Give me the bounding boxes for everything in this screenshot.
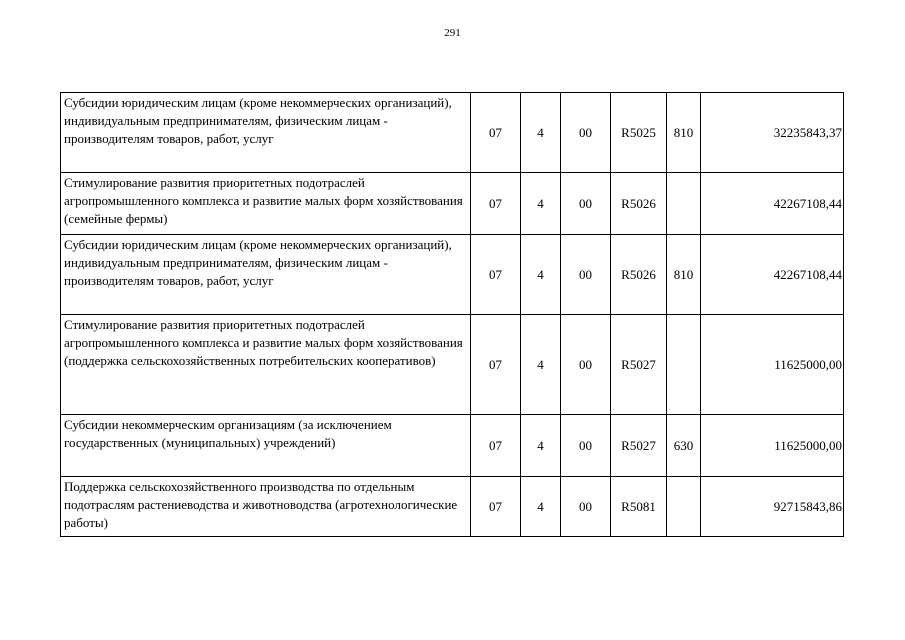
- table-row: [61, 315, 844, 415]
- expense-type-cell: [667, 173, 701, 235]
- expense-type-cell: [667, 315, 701, 415]
- description-cell: Стимулирование развития приоритетных подотраслей агропромышленного комплекса и развитие малых форм хозяйствования (семейные фермы): [61, 173, 471, 235]
- expense-type-cell: 810: [667, 93, 701, 173]
- program-cell: 00: [561, 315, 611, 415]
- page-number: 291: [444, 27, 461, 39]
- target-article-cell: R5081: [611, 477, 667, 537]
- description-cell: Субсидии юридическим лицам (кроме некоммерческих организаций), индивидуальным предпринимателям, физическим лицам - производителям товаров, работ, услуг: [61, 93, 471, 173]
- target-article-cell: R5026: [611, 173, 667, 235]
- subsection-cell: 4: [521, 173, 561, 235]
- program-cell: 00: [561, 477, 611, 537]
- table-row: [61, 477, 844, 537]
- amount-cell: 11625000,00: [701, 315, 844, 415]
- description-cell: Субсидии некоммерческим организациям (за исключением государственных (муниципальных) учреждений): [61, 415, 471, 477]
- table-row: [61, 415, 844, 477]
- budget-table: [60, 92, 844, 537]
- section-cell: 07: [471, 415, 521, 477]
- amount-cell: 32235843,37: [701, 93, 844, 173]
- table-row: [61, 173, 844, 235]
- section-cell: 07: [471, 173, 521, 235]
- program-cell: 00: [561, 93, 611, 173]
- target-article-cell: R5025: [611, 93, 667, 173]
- target-article-cell: R5027: [611, 415, 667, 477]
- expense-type-cell: 810: [667, 235, 701, 315]
- section-cell: 07: [471, 93, 521, 173]
- amount-cell: 42267108,44: [701, 173, 844, 235]
- section-cell: 07: [471, 477, 521, 537]
- target-article-cell: R5026: [611, 235, 667, 315]
- table-row: [61, 93, 844, 173]
- table-row: [61, 235, 844, 315]
- subsection-cell: 4: [521, 315, 561, 415]
- program-cell: 00: [561, 173, 611, 235]
- description-cell: Поддержка сельскохозяйственного производства по отдельным подотраслям растениеводства и животноводства (агротехнологические работы): [61, 477, 471, 537]
- expense-type-cell: 630: [667, 415, 701, 477]
- subsection-cell: 4: [521, 477, 561, 537]
- section-cell: 07: [471, 315, 521, 415]
- description-cell: Субсидии юридическим лицам (кроме некоммерческих организаций), индивидуальным предпринимателям, физическим лицам - производителям товаров, работ, услуг: [61, 235, 471, 315]
- amount-cell: 92715843,86: [701, 477, 844, 537]
- program-cell: 00: [561, 415, 611, 477]
- expense-type-cell: [667, 477, 701, 537]
- subsection-cell: 4: [521, 415, 561, 477]
- subsection-cell: 4: [521, 235, 561, 315]
- target-article-cell: R5027: [611, 315, 667, 415]
- subsection-cell: 4: [521, 93, 561, 173]
- section-cell: 07: [471, 235, 521, 315]
- description-cell: Стимулирование развития приоритетных подотраслей агропромышленного комплекса и развитие малых форм хозяйствования (поддержка сельскохозяйственных потребительских кооперативов): [61, 315, 471, 415]
- amount-cell: 42267108,44: [701, 235, 844, 315]
- program-cell: 00: [561, 235, 611, 315]
- amount-cell: 11625000,00: [701, 415, 844, 477]
